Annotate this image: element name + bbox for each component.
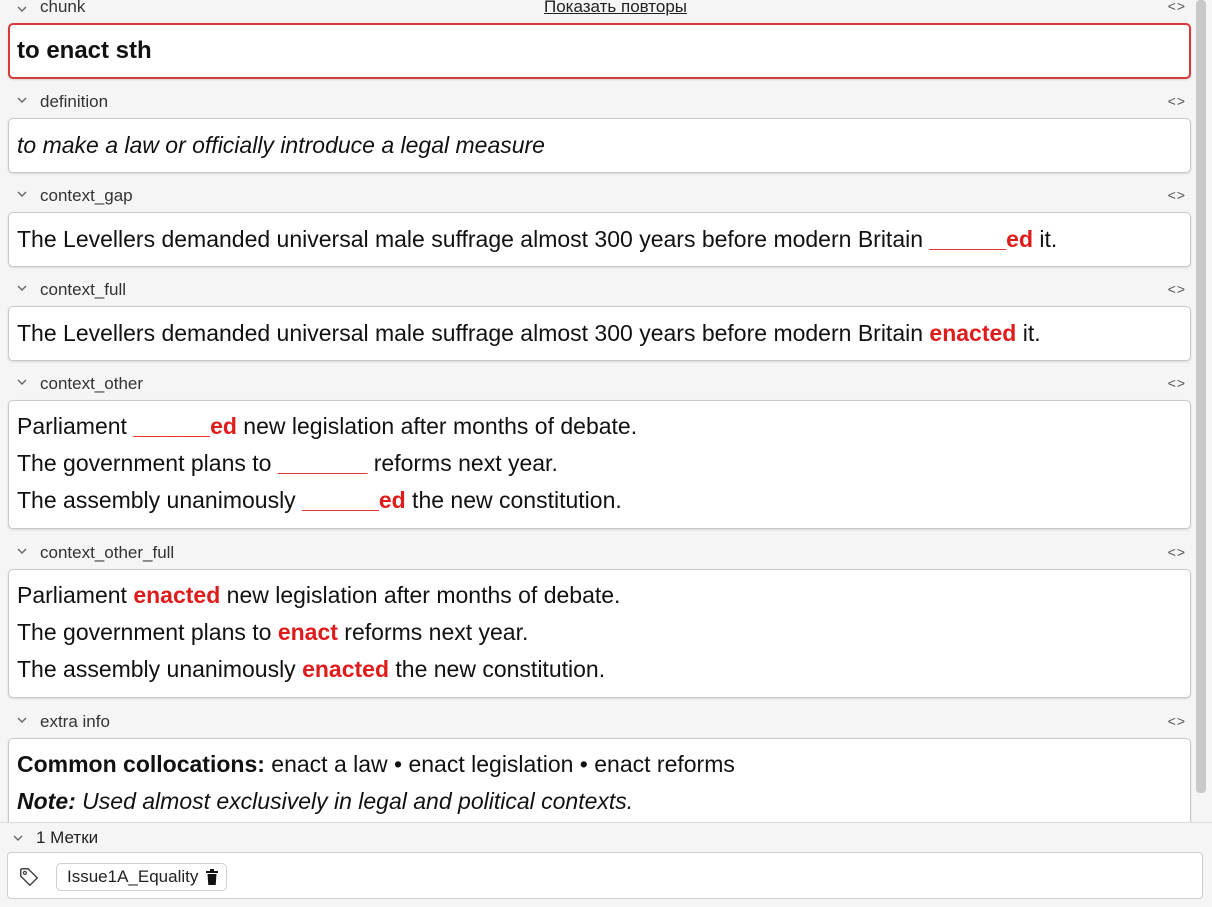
field-header-context-gap[interactable] xyxy=(0,185,1192,207)
html-editor-toggle[interactable]: <> xyxy=(1167,544,1186,560)
chevron-down-icon[interactable] xyxy=(14,92,30,108)
gap-blank: ______ed xyxy=(302,487,406,513)
html-editor-toggle[interactable]: <> xyxy=(1167,375,1186,391)
text-run: The Levellers demanded universal male suffrage almost 300 years before modern Britain xyxy=(17,320,930,346)
text-run: The Levellers demanded universal male suffrage almost 300 years before modern Britain xyxy=(17,226,930,252)
sentence-line xyxy=(17,482,1182,519)
field-name: context_other xyxy=(40,374,144,393)
field-header-chunk[interactable] xyxy=(0,0,1192,22)
field-header-definition[interactable] xyxy=(0,91,1192,113)
chevron-down-icon[interactable] xyxy=(14,280,30,296)
field-text: to make a law or officially introduce a legal measure xyxy=(17,132,545,158)
field-name: context_gap xyxy=(40,186,133,205)
field-header-context-other[interactable] xyxy=(0,373,1192,395)
text-run: The assembly unanimously xyxy=(17,487,303,513)
text-run: The assembly unanimously xyxy=(17,656,303,682)
html-editor-toggle[interactable]: <> xyxy=(1167,0,1186,14)
highlighted-word: enacted xyxy=(302,656,390,682)
text-run: reforms next year. xyxy=(367,450,558,476)
field-name: chunk xyxy=(40,0,86,16)
text-run: it. xyxy=(1016,320,1041,346)
field-input-definition[interactable] xyxy=(8,118,1191,173)
sentence-line xyxy=(17,577,1182,614)
field-input-chunk[interactable] xyxy=(8,23,1191,79)
chevron-down-icon[interactable] xyxy=(14,712,30,728)
text-run: it. xyxy=(1033,226,1058,252)
text-run: Parliament xyxy=(17,582,134,608)
html-editor-toggle[interactable]: <> xyxy=(1167,93,1186,109)
field-input-context-other[interactable] xyxy=(8,400,1191,529)
text-run: The government plans to xyxy=(17,450,278,476)
show-duplicates-link[interactable]: Показать повторы xyxy=(544,0,688,16)
field-input-context-full[interactable] xyxy=(8,306,1191,361)
text-run: The government plans to xyxy=(17,619,278,645)
text-run: Parliament xyxy=(17,413,134,439)
field-text: to enact sth xyxy=(17,37,152,64)
tag-icon xyxy=(18,866,40,888)
gap-blank: _______ xyxy=(277,450,368,476)
sentence-line xyxy=(17,614,1182,651)
note-line xyxy=(17,783,1182,820)
highlighted-word: enact xyxy=(277,619,338,645)
field-name: definition xyxy=(40,92,109,111)
text-run: enact a law • enact legislation • enact reforms xyxy=(264,751,735,777)
html-editor-toggle[interactable]: <> xyxy=(1167,713,1186,729)
html-editor-toggle[interactable]: <> xyxy=(1167,281,1186,297)
html-editor-toggle[interactable]: <> xyxy=(1167,187,1186,203)
chevron-down-icon[interactable] xyxy=(14,374,30,390)
note-label: Note: xyxy=(17,788,76,814)
sentence-line xyxy=(17,651,1182,688)
field-header-extra-info[interactable] xyxy=(0,711,1192,733)
highlighted-word: enacted xyxy=(929,320,1017,346)
editor-scrollbar[interactable] xyxy=(1196,0,1206,793)
field-name: extra info xyxy=(40,712,110,731)
text-run: Used almost exclusively in legal and political contexts. xyxy=(75,788,634,814)
gap-blank: ______ed xyxy=(133,413,237,439)
chevron-down-icon[interactable] xyxy=(14,543,30,559)
text-run: new legislation after months of debate. xyxy=(236,413,638,439)
tag-label: Issue1A_Equality xyxy=(67,867,199,886)
gap-blank: ______ed xyxy=(929,226,1033,252)
text-run: new legislation after months of debate. xyxy=(220,582,621,608)
field-header-context-other-full[interactable] xyxy=(0,542,1192,564)
sentence-line xyxy=(17,408,1182,445)
text-run: reforms next year. xyxy=(337,619,529,645)
chevron-down-icon[interactable] xyxy=(14,1,30,17)
field-input-context-gap[interactable] xyxy=(8,212,1191,267)
tag-editor[interactable] xyxy=(7,852,1203,899)
collocations-line xyxy=(17,746,1182,783)
collocations-label: Common collocations: xyxy=(17,751,265,777)
field-name: context_full xyxy=(40,280,126,299)
tag-chip[interactable] xyxy=(56,863,227,891)
text-run: the new constitution. xyxy=(389,656,606,682)
trash-icon[interactable] xyxy=(206,869,218,885)
sentence-line xyxy=(17,445,1182,482)
chevron-down-icon[interactable] xyxy=(10,830,26,846)
field-input-context-other-full[interactable] xyxy=(8,569,1191,698)
tags-title: 1 Метки xyxy=(36,828,99,847)
field-input-extra-info[interactable] xyxy=(8,738,1191,822)
text-run: the new constitution. xyxy=(405,487,622,513)
chevron-down-icon[interactable] xyxy=(14,186,30,202)
field-name: context_other_full xyxy=(40,543,175,562)
tags-header[interactable] xyxy=(0,822,1212,853)
highlighted-word: enacted xyxy=(133,582,221,608)
field-header-context-full[interactable] xyxy=(0,279,1192,301)
